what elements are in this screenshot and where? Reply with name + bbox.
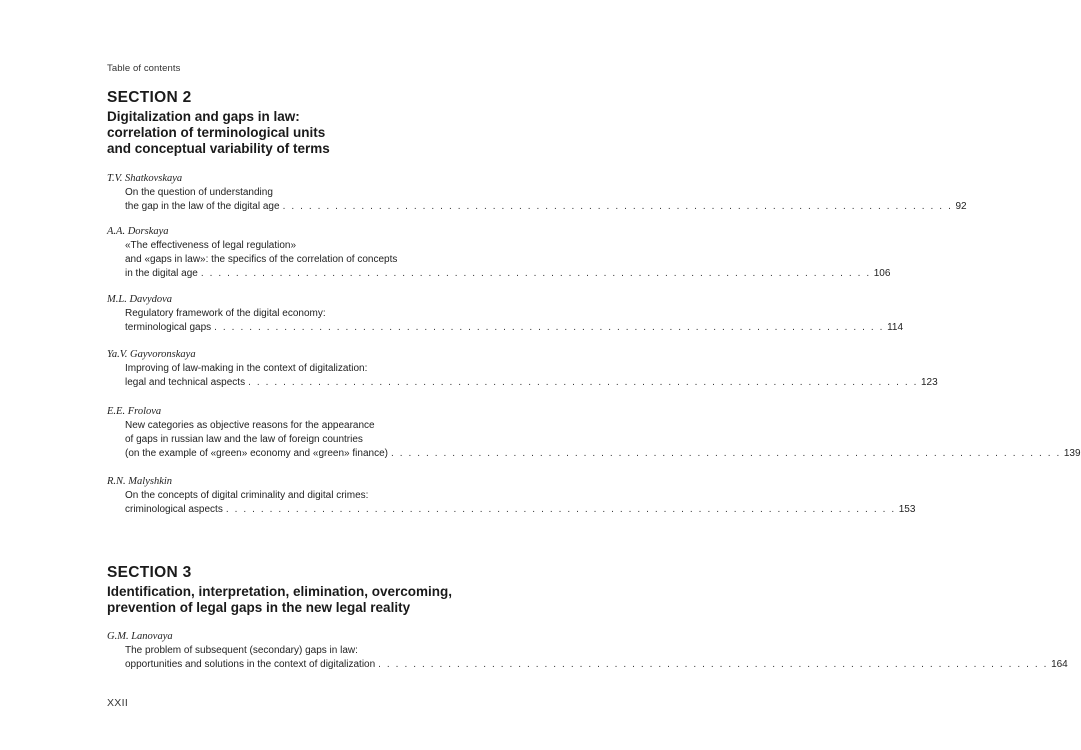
entry-title-line: «The effectiveness of legal regulation» — [125, 240, 297, 251]
section-title-line: Digitalization and gaps in law: — [107, 109, 300, 124]
entry-title-line: (on the example of «green» economy and «green» finance) — [125, 448, 388, 459]
section-title-line: correlation of terminological units — [107, 125, 326, 140]
entry-last-line — [125, 503, 916, 517]
entry-title-line: in the digital age — [125, 268, 198, 279]
entry-author: Ya.V. Gayvoronskaya — [107, 349, 196, 360]
section-title — [107, 584, 497, 616]
page-number: 153 — [898, 504, 916, 515]
entry-title-line: criminological aspects — [125, 504, 223, 515]
page-folio: XXII — [107, 697, 129, 709]
entry-title-line: On the concepts of digital criminality and digital crimes: — [125, 490, 369, 501]
entry-last-line — [125, 376, 938, 390]
entry-title-line: Improving of law-making in the context of digitalization: — [125, 363, 368, 374]
entry-title-line: and «gaps in law»: the specifics of the correlation of concepts — [125, 254, 398, 265]
section-title — [107, 109, 497, 157]
entry-title-line: New categories as objective reasons for the appearance — [125, 420, 375, 431]
dot-leader: . . . . . . . . . . . . . . . . . . . . . . . . . . . . . . . . . . . . . . . . . . . . . . . . . . . . . . . . . . . . . . . . . . . . . . . . . . . . . — [214, 322, 885, 333]
entry-last-line — [125, 267, 891, 281]
entry-title-line: the gap in the law of the digital age — [125, 201, 280, 212]
entry-title-line: of gaps in russian law and the law of foreign countries — [125, 434, 363, 445]
page-number: 139 — [1063, 448, 1081, 459]
entry-title-line: terminological gaps — [125, 322, 212, 333]
toc-entry[interactable] — [107, 172, 967, 214]
entry-author: A.A. Dorskaya — [107, 226, 169, 237]
page-number: 106 — [873, 268, 891, 279]
toc-entry[interactable] — [107, 225, 891, 281]
toc-entry[interactable] — [107, 630, 1068, 672]
entry-last-line — [125, 447, 1081, 461]
dot-leader: . . . . . . . . . . . . . . . . . . . . . . . . . . . . . . . . . . . . . . . . . . . . . . . . . . . . . . . . . . . . . . . . . . . . . . . . . . . . . — [282, 201, 953, 212]
dot-leader: . . . . . . . . . . . . . . . . . . . . . . . . . . . . . . . . . . . . . . . . . . . . . . . . . . . . . . . . . . . . . . . . . . . . . . . . . . . . . — [225, 504, 896, 515]
entry-author: E.E. Frolova — [107, 406, 162, 417]
entry-last-line — [125, 658, 1068, 672]
section-title-line: and conceptual variability of terms — [107, 141, 330, 156]
dot-leader: . . . . . . . . . . . . . . . . . . . . . . . . . . . . . . . . . . . . . . . . . . . . . . . . . . . . . . . . . . . . . . . . . . . . . . . . . . . . . — [390, 448, 1061, 459]
toc-entry[interactable] — [107, 405, 1081, 461]
entry-last-line — [125, 200, 967, 214]
entry-title-line: legal and technical aspects — [125, 377, 246, 388]
section-3 — [107, 564, 497, 616]
section-2 — [107, 89, 497, 157]
entry-last-line — [125, 321, 904, 335]
entry-title-line: opportunities and solutions in the context of digitalization — [125, 659, 376, 670]
page-number: 123 — [920, 377, 938, 388]
entry-title-line: Regulatory framework of the digital economy: — [125, 308, 326, 319]
section-label: SECTION 3 — [107, 564, 192, 581]
section-title-line: Identification, interpretation, elimination, overcoming, — [107, 584, 453, 599]
toc-entry[interactable] — [107, 293, 904, 335]
section-title-line: prevention of legal gaps in the new legal reality — [107, 600, 411, 615]
section-label: SECTION 2 — [107, 89, 192, 106]
entry-author: T.V. Shatkovskaya — [107, 173, 183, 184]
dot-leader: . . . . . . . . . . . . . . . . . . . . . . . . . . . . . . . . . . . . . . . . . . . . . . . . . . . . . . . . . . . . . . . . . . . . . . . . . . . . . — [378, 659, 1049, 670]
entry-title-line: The problem of subsequent (secondary) gaps in law: — [125, 645, 358, 656]
page-number: 92 — [955, 201, 967, 212]
toc-entry[interactable] — [107, 475, 916, 517]
page-number: 114 — [887, 322, 904, 333]
page-number: 164 — [1051, 659, 1068, 670]
running-head: Table of contents — [107, 63, 181, 74]
entry-title-line: On the question of understanding — [125, 187, 273, 198]
entry-author: M.L. Davydova — [107, 294, 173, 305]
entry-author: R.N. Malyshkin — [107, 476, 173, 487]
dot-leader: . . . . . . . . . . . . . . . . . . . . . . . . . . . . . . . . . . . . . . . . . . . . . . . . . . . . . . . . . . . . . . . . . . . . . . . . . . . . . — [248, 377, 918, 388]
entry-author: G.M. Lanovaya — [107, 631, 173, 642]
toc-entry[interactable] — [107, 348, 938, 390]
dot-leader: . . . . . . . . . . . . . . . . . . . . . . . . . . . . . . . . . . . . . . . . . . . . . . . . . . . . . . . . . . . . . . . . . . . . . . . . . . . . . — [200, 268, 871, 279]
